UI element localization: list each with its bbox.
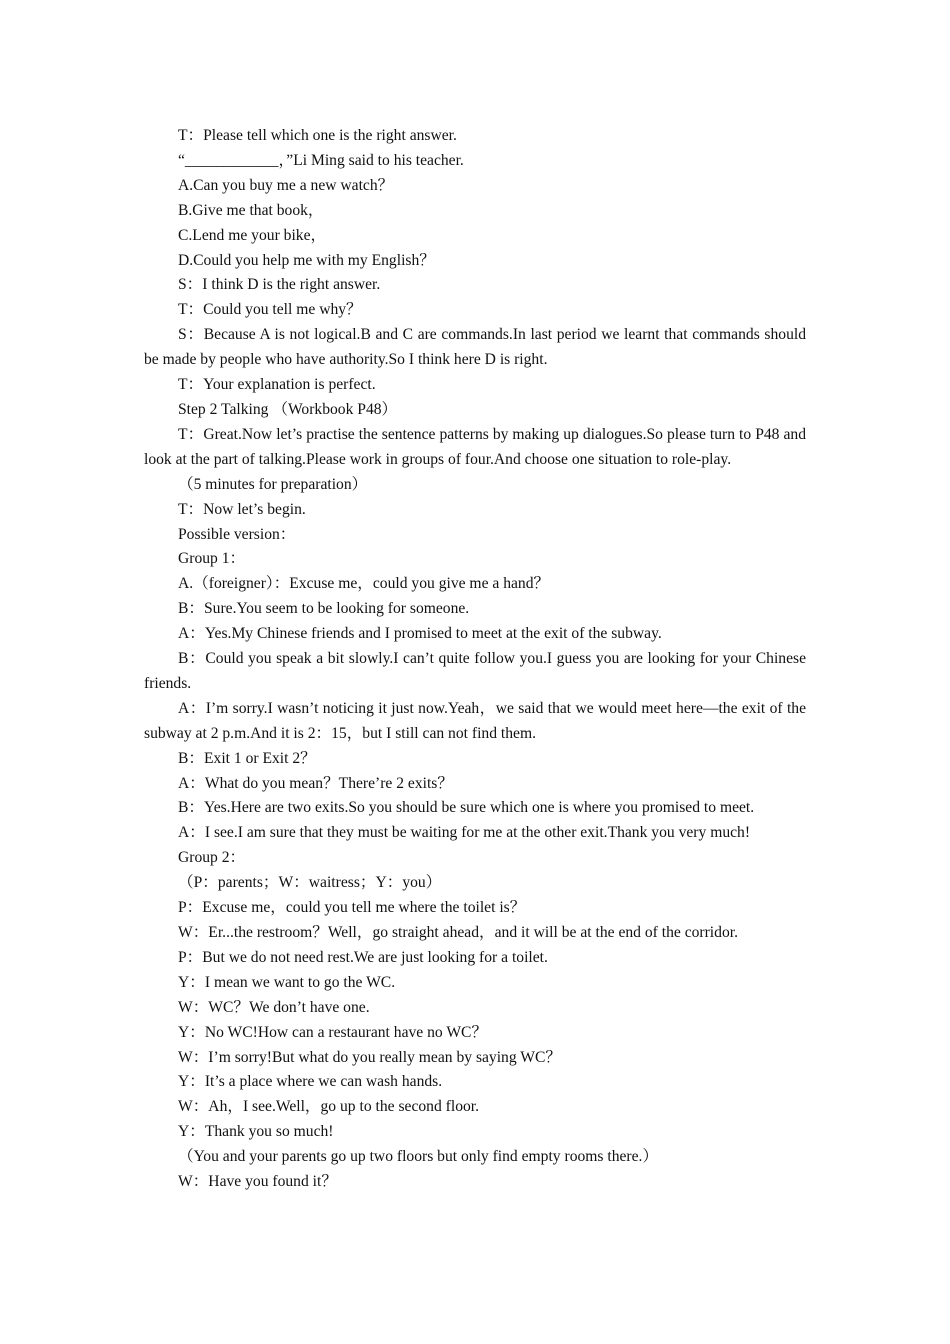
option-c: C.Lend me your bike， bbox=[178, 226, 327, 244]
dialogue-line: T：Great.Now let’s practise the sentence patterns by making up dialogues.So please turn to P48 and look at the part of talking.Please work in groups of four.And choose one situation to role-play. bbox=[144, 425, 806, 468]
option-b: B.Give me that book， bbox=[178, 201, 324, 219]
line-quote-blank: “____________，”Li Ming said to his teacher. bbox=[178, 151, 464, 169]
line-teacher-prompt: T：Please tell which one is the right answer. bbox=[178, 127, 457, 144]
dialogue-line: S：Because A is not logical.B and C are commands.In last period we learnt that commands should be made by people who have authority.So I think here D is right. bbox=[144, 326, 806, 369]
dialogue-line: A：Yes.My Chinese friends and I promised to meet at the exit of the subway. bbox=[178, 625, 662, 643]
dialogue-line: W：Ah，I see.Well，go up to the second floor. bbox=[178, 1098, 480, 1116]
dialogue-line: A：I’m sorry.I wasn’t noticing it just now.Yeah，we said that we would meet here—the exit of the subway at 2 p.m.And it is 2：15，but I still can not find them. bbox=[144, 699, 806, 742]
possible-version-label: Possible version： bbox=[178, 525, 296, 543]
dialogue-line: P：Excuse me，could you tell me where the toilet is？ bbox=[178, 899, 526, 917]
dialogue-line: Y：I mean we want to go the WC. bbox=[178, 973, 396, 991]
group-heading: Group 2： bbox=[178, 849, 246, 867]
group-heading: Group 1： bbox=[178, 550, 246, 568]
dialogue-line: P：But we do not need rest.We are just looking for a toilet. bbox=[178, 948, 548, 966]
dialogue-line: T：Your explanation is perfect. bbox=[178, 376, 376, 394]
dialogue-line: W：Er...the restroom？Well，go straight ahead，and it will be at the end of the corridor. bbox=[178, 924, 738, 941]
preparation-note: （5 minutes for preparation） bbox=[178, 475, 368, 493]
dialogue-line: W：I’m sorry!But what do you really mean by saying WC？ bbox=[178, 1048, 561, 1066]
dialogue-line: W：WC？We don’t have one. bbox=[178, 998, 370, 1016]
step-heading: Step 2 Talking （Workbook P48） bbox=[178, 400, 398, 418]
dialogue-line: Y：It’s a place where we can wash hands. bbox=[178, 1073, 443, 1091]
option-a: A.Can you buy me a new watch？ bbox=[178, 176, 394, 194]
dialogue-line: S：I think D is the right answer. bbox=[178, 276, 381, 294]
dialogue-line: T：Could you tell me why？ bbox=[178, 301, 362, 319]
dialogue-line: B：Exit 1 or Exit 2？ bbox=[178, 749, 316, 767]
dialogue-line: W：Have you found it？ bbox=[178, 1173, 337, 1191]
dialogue-line: B：Could you speak a bit slowly.I can’t quite follow you.I guess you are looking for your Chinese friends. bbox=[144, 650, 806, 692]
document-page bbox=[144, 124, 806, 1195]
dialogue-line: Y：Thank you so much! bbox=[178, 1123, 334, 1141]
dialogue-line: T：Now let’s begin. bbox=[178, 500, 306, 518]
stage-direction: （You and your parents go up two floors but only find empty rooms there.） bbox=[178, 1148, 659, 1166]
dialogue-line: A：I see.I am sure that they must be waiting for me at the other exit.Thank you very much! bbox=[178, 824, 751, 842]
dialogue-line: B：Sure.You seem to be looking for someone. bbox=[178, 600, 470, 618]
roles-note: （P：parents；W：waitress；Y：you） bbox=[178, 874, 442, 892]
dialogue-line: B：Yes.Here are two exits.So you should be sure which one is where you promised to meet. bbox=[178, 799, 755, 817]
dialogue-line: A.（foreigner）：Excuse me，could you give me a hand？ bbox=[178, 575, 550, 593]
dialogue-line: Y：No WC!How can a restaurant have no WC？ bbox=[178, 1023, 488, 1041]
option-d: D.Could you help me with my English？ bbox=[178, 251, 435, 269]
dialogue-line: A：What do you mean？There’re 2 exits？ bbox=[178, 774, 453, 792]
